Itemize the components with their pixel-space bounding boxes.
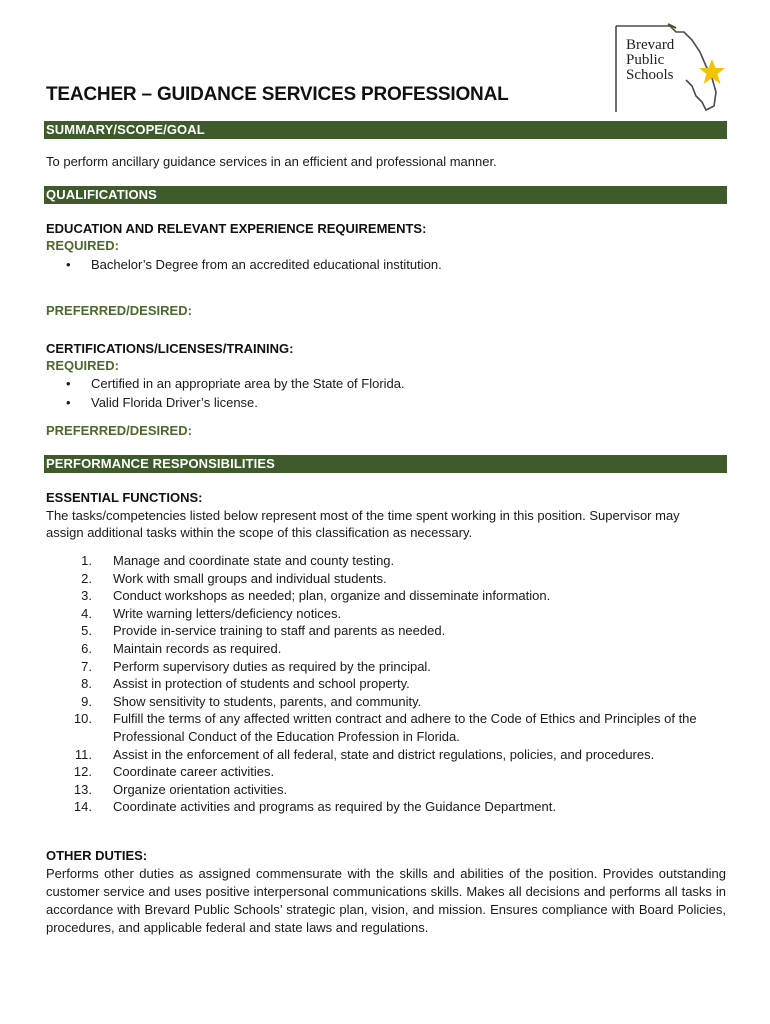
summary-text: To perform ancillary guidance services in an efficient and professional manner. xyxy=(46,154,497,169)
list-item xyxy=(60,570,730,588)
certifications-heading: CERTIFICATIONS/LICENSES/TRAINING: xyxy=(46,341,294,356)
item-number: 2. xyxy=(81,570,92,586)
list-item xyxy=(60,675,730,693)
item-text: Fulfill the terms of any affected written contract and adhere to the Code of Ethics and Principles of the Professional Conduct of the Education Profession in Florida. xyxy=(113,711,697,744)
list-item xyxy=(60,798,730,816)
logo-line-3: Schools xyxy=(626,67,674,83)
list-item xyxy=(60,693,730,711)
item-text: Organize orientation activities. xyxy=(113,781,288,797)
certification-required-item: Certified in an appropriate area by the State of Florida. xyxy=(91,376,405,391)
certifications-required-label: REQUIRED: xyxy=(46,358,119,373)
item-text: Write warning letters/deficiency notices. xyxy=(113,605,342,621)
item-number: 11. xyxy=(74,746,92,762)
item-number: 8. xyxy=(81,676,92,692)
section-header-performance: PERFORMANCE RESPONSIBILITIES xyxy=(44,455,727,473)
item-number: 14. xyxy=(73,799,92,815)
education-preferred-label: PREFERRED/DESIRED: xyxy=(46,303,192,318)
education-required-label: REQUIRED: xyxy=(46,238,119,253)
list-item xyxy=(60,763,730,781)
item-number: 12. xyxy=(73,764,92,780)
item-number: 4. xyxy=(81,605,92,621)
certifications-preferred-label: PREFERRED/DESIRED: xyxy=(46,423,192,438)
list-item xyxy=(60,710,730,745)
list-item xyxy=(60,605,730,623)
item-text: Coordinate career activities. xyxy=(113,764,275,780)
bullet-icon: • xyxy=(66,395,71,410)
item-text: Show sensitivity to students, parents, and community. xyxy=(113,693,422,709)
essential-functions-list xyxy=(60,552,730,816)
item-number: 3. xyxy=(81,588,92,604)
item-text: Maintain records as required. xyxy=(113,640,282,656)
item-number: 7. xyxy=(81,658,92,674)
item-number: 9. xyxy=(81,693,92,709)
list-item xyxy=(60,622,730,640)
item-text: Assist in protection of students and school property. xyxy=(113,676,410,692)
education-heading: EDUCATION AND RELEVANT EXPERIENCE REQUIREMENTS: xyxy=(46,221,427,236)
other-duties-text: Performs other duties as assigned commensurate with the skills and abilities of the position. Provides outstanding customer service and uses positive interpersonal communications skills. Makes all decisions and performs all tasks in accordance with Brevard Public Schools’ strategic plan, vision, and mission. Ensures compliance with Board Policies, procedures, and applicable federal and state laws and regulations. xyxy=(46,866,726,935)
list-item xyxy=(60,658,730,676)
bullet-icon: • xyxy=(66,376,71,391)
bullet-icon: • xyxy=(66,257,71,272)
logo-line-1: Brevard xyxy=(626,37,675,53)
essential-functions-heading: ESSENTIAL FUNCTIONS: xyxy=(46,490,203,505)
item-text: Conduct workshops as needed; plan, organize and disseminate information. xyxy=(113,588,551,604)
essential-intro-line-2: assign additional tasks within the scope of this classification as necessary. xyxy=(46,525,473,540)
item-number: 1. xyxy=(81,553,92,568)
logo-wordmark xyxy=(626,38,674,83)
star-icon xyxy=(698,58,726,86)
item-number: 10. xyxy=(73,711,92,727)
item-number: 6. xyxy=(81,640,92,656)
item-text: Work with small groups and individual students. xyxy=(113,570,387,586)
item-text: Assist in the enforcement of all federal, state and district regulations, policies, and procedures. xyxy=(113,746,655,762)
logo-line-2: Public xyxy=(626,52,665,68)
list-item xyxy=(60,746,730,764)
certification-required-item: Valid Florida Driver’s license. xyxy=(91,395,258,410)
list-item xyxy=(60,781,730,799)
item-text: Coordinate activities and programs as required by the Guidance Department. xyxy=(113,799,556,815)
essential-intro-line-1: The tasks/competencies listed below represent most of the time spent working in this position. Supervisor may xyxy=(46,508,680,523)
item-text: Manage and coordinate state and county testing. xyxy=(113,553,395,568)
item-text: Perform supervisory duties as required by the principal. xyxy=(113,658,431,674)
item-text: Provide in-service training to staff and parents as needed. xyxy=(113,623,446,639)
brevard-public-schools-logo xyxy=(612,22,730,114)
other-duties-heading: OTHER DUTIES: xyxy=(46,848,148,863)
education-required-item: Bachelor’s Degree from an accredited educational institution. xyxy=(91,257,442,272)
section-header-summary: SUMMARY/SCOPE/GOAL xyxy=(44,121,727,139)
item-number: 5. xyxy=(81,623,92,639)
section-header-qualifications: QUALIFICATIONS xyxy=(44,186,727,204)
list-item xyxy=(60,640,730,658)
list-item xyxy=(60,587,730,605)
list-item xyxy=(60,552,730,570)
page-title: TEACHER – GUIDANCE SERVICES PROFESSIONAL xyxy=(46,84,509,105)
item-number: 13. xyxy=(73,781,92,797)
